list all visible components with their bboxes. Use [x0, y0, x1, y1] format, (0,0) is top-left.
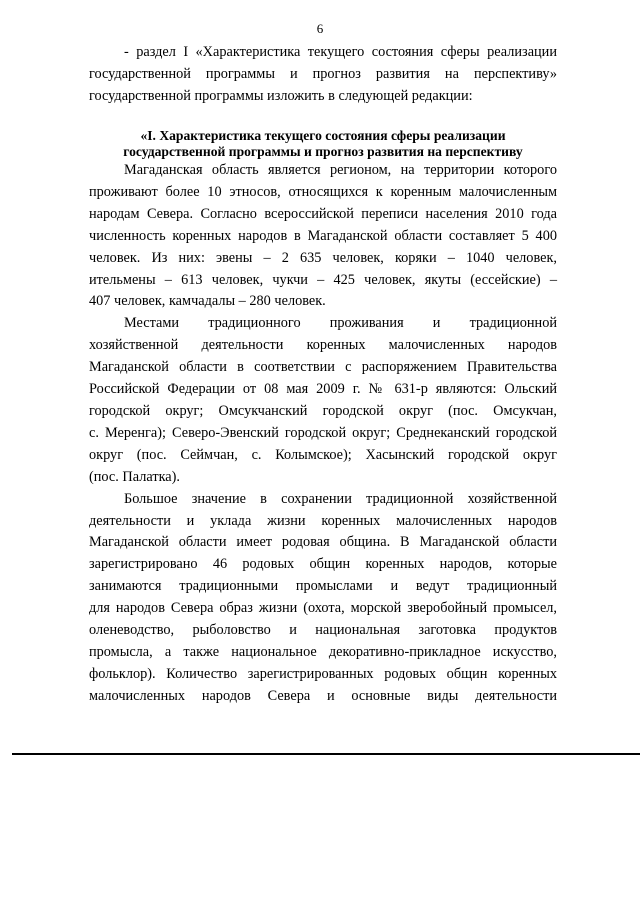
text-line: занимаются традиционными промыслами и ведут традиционный: [89, 578, 557, 595]
intro-line: - раздел I «Характеристика текущего состояния сферы реализации: [124, 44, 557, 60]
text-line: малочисленных народов Севера и основные виды деятельности: [89, 687, 557, 704]
text-line: для народов Севера образ жизни (охота, морской зверобойный промысел,: [89, 600, 557, 617]
text-line: Местами традиционного проживания и традиционной: [124, 315, 557, 332]
page-number: 6: [316, 21, 324, 36]
text-line: хозяйственной деятельности коренных малочисленных народов: [89, 337, 557, 354]
text-line: округ (пос. Сеймчан, с. Колымское); Хасынский городской округ: [89, 446, 557, 463]
heading-line: государственной программы и прогноз развития на перспективу: [123, 144, 523, 159]
paragraph-communities: [89, 489, 557, 708]
section-heading: [89, 128, 557, 160]
text-line: Российской Федерации от 08 мая 2009 г. № 631-р являются: Ольский: [89, 381, 557, 398]
text-line: 407 человек, камчадалы – 280 человек.: [89, 293, 326, 310]
text-line: (пос. Палатка).: [89, 468, 180, 485]
text-line: промысла, а также национальное декоративно-прикладное искусство,: [89, 643, 557, 660]
paragraph-places: [89, 313, 557, 488]
text-line: деятельности и уклада жизни коренных малочисленных народов: [89, 512, 557, 529]
text-line: проживают более 10 этносов, относящихся к коренным малочисленным: [89, 183, 557, 200]
heading-line: «I. Характеристика текущего состояния сферы реализации: [140, 128, 506, 143]
text-line: оленеводство, рыболовство и национальная заготовка продуктов: [89, 622, 557, 639]
text-line: Магаданской области в соответствии с распоряжением Правительства: [89, 359, 557, 376]
text-line: Большое значение в сохранении традиционной хозяйственной: [124, 490, 557, 507]
main-text: [89, 160, 557, 708]
text-line: городской округ; Омсукчанский городской округ (пос. Омсукчан,: [89, 402, 557, 419]
page-bottom-rule: [12, 753, 640, 755]
text-line: численность коренных народов в Магаданской области составляет 5 400: [89, 227, 557, 244]
text-line: Магаданская область является регионом, на территории которого: [124, 162, 557, 178]
text-line: народам Севера. Согласно всероссийской переписи населения 2010 года: [89, 205, 557, 222]
intro-line: государственной программы изложить в следующей редакции:: [89, 87, 473, 104]
text-line: зарегистрировано 46 родовых общин коренных народов, которые: [89, 556, 557, 573]
paragraph-population: [89, 160, 557, 313]
intro-line: государственной программы и прогноз развития на перспективу»: [89, 65, 557, 82]
intro-paragraph: [89, 42, 557, 108]
text-line: с. Меренга); Северо-Эвенский городской округ; Среднеканский городской: [89, 424, 557, 441]
text-line: ительмены – 613 человек, чукчи – 425 человек, якуты (ессейские) –: [89, 271, 557, 288]
text-line: фольклор). Количество зарегистрированных родовых общин коренных: [89, 665, 557, 682]
text-line: человек. Из них: эвены – 2 635 человек, коряки – 1040 человек,: [89, 249, 557, 266]
text-line: Магаданской области имеет родовая община. В Магаданской области: [89, 534, 557, 551]
